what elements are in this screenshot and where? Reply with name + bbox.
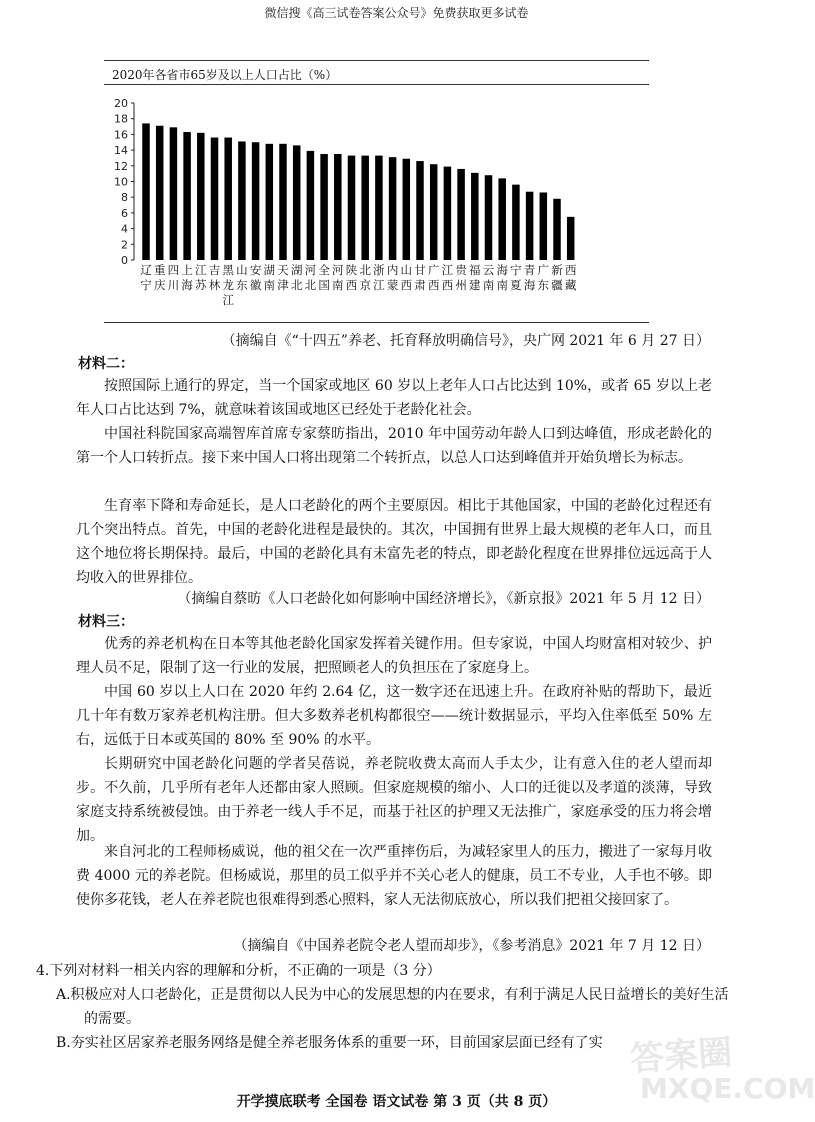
bar	[279, 144, 287, 260]
x-tick-label: 江	[195, 263, 207, 277]
material-3-para-2: 中国 60 岁以上人口在 2020 年约 2.64 亿，这一数字还在迅速上升。在政府补贴的帮助下，最近几十年有数万家养老机构注册。但大多数养老机构都很空——统计数据显示，平均入住率低至 50% 左右，远低于日本或英国的 80% 至 90% 的水平。	[76, 684, 712, 748]
x-tick-label: 山	[400, 263, 413, 277]
x-tick-label: 湖	[290, 263, 303, 277]
bar	[238, 141, 246, 260]
bar-chart	[104, 88, 649, 313]
x-tick-label: 贵	[455, 263, 467, 277]
bar	[252, 142, 260, 260]
x-tick-label: 福	[469, 263, 481, 277]
bar	[348, 156, 356, 260]
x-tick-label: 西	[441, 278, 454, 292]
x-tick-label: 安	[249, 263, 262, 277]
bar	[293, 145, 301, 260]
bar	[183, 132, 191, 260]
x-tick-label: 藏	[564, 278, 577, 292]
x-tick-label: 四	[167, 263, 180, 277]
x-tick-label: 山	[236, 263, 248, 277]
x-tick-label: 宁	[140, 278, 152, 292]
x-tick-label: 疆	[551, 278, 563, 292]
x-tick-label: 河	[332, 263, 344, 277]
x-tick-label: 夏	[510, 278, 522, 292]
x-tick-label: 天	[277, 263, 289, 277]
x-tick-label: 上	[181, 263, 193, 277]
y-tick-label: 18	[114, 112, 128, 126]
x-tick-label: 庆	[153, 278, 166, 292]
y-tick-label: 0	[121, 254, 128, 267]
x-tick-label: 河	[304, 263, 317, 277]
y-tick-label: 6	[121, 206, 128, 220]
y-tick-label: 20	[114, 97, 128, 110]
bar	[416, 161, 424, 260]
x-tick-label: 东	[236, 278, 248, 292]
y-tick-label: 10	[114, 175, 128, 189]
watermark-brand: 答案圈	[628, 1032, 734, 1080]
header-note: 微信搜《高三试卷答案公众号》免费获取更多试卷	[264, 6, 529, 20]
bar	[485, 175, 493, 260]
x-tick-label: 苏	[195, 278, 207, 292]
x-tick-label: 林	[208, 278, 221, 292]
watermark-site: MXQE.COM	[640, 1072, 815, 1105]
x-tick-label: 陕	[345, 263, 358, 277]
bar	[540, 192, 548, 260]
bar	[320, 154, 328, 260]
bar	[403, 159, 411, 260]
x-tick-label: 浙	[373, 263, 385, 277]
x-tick-label: 甘	[414, 263, 426, 277]
bar	[170, 127, 178, 260]
chart-bottom-rule	[104, 322, 649, 323]
x-tick-label: 重	[153, 263, 166, 277]
x-tick-label: 徽	[249, 278, 262, 292]
x-tick-label: 龙	[222, 278, 234, 292]
x-tick-label: 海	[496, 263, 508, 277]
x-tick-label: 黑	[222, 263, 234, 277]
bar	[334, 154, 342, 260]
x-tick-label: 西	[345, 278, 358, 292]
x-tick-label: 北	[359, 263, 371, 277]
y-tick-label: 12	[114, 159, 128, 173]
x-tick-label: 南	[263, 278, 276, 292]
x-tick-label: 宁	[510, 263, 522, 277]
bar	[361, 156, 369, 260]
question-4-option-a: A.积极应对人口老龄化，正是贯彻以人民为中心的发展思想的内在要求，有利于满足人民日益增长的美好生活的需要。	[56, 987, 729, 1027]
source-material-1: （摘编自《“十四五”养老、托育释放明确信号》，央广网 2021 年 6 月 27 日）	[221, 333, 710, 349]
x-tick-label: 青	[523, 263, 536, 277]
x-tick-label: 广	[427, 263, 440, 277]
x-tick-label: 肃	[414, 278, 426, 292]
x-tick-label: 津	[277, 278, 289, 292]
material-3-para-3: 长期研究中国老龄化问题的学者吴蓓说，养老院收费太高而人手太少，让有意入住的老人望而却步。不久前，几乎所有老年人还都由家人照顾。但家庭规模的缩小、人口的迁徙以及孝道的淡薄，导致家庭支持系统被侵蚀。由于养老一线人手不足，而基于社区的护理又无法推广，家庭承受的压力将会增加。	[76, 756, 712, 844]
x-tick-label: 海	[523, 278, 536, 292]
bar	[197, 133, 205, 260]
x-tick-label: 南	[332, 278, 344, 292]
bar	[567, 217, 575, 260]
x-tick-label: 新	[551, 263, 563, 277]
bar	[512, 185, 520, 260]
x-tick-label: 蒙	[386, 278, 399, 292]
bar	[266, 144, 274, 260]
bar	[526, 192, 534, 260]
x-tick-label: 广	[537, 263, 550, 277]
page-footer: 开学摸底联考 全国卷 语文试卷 第 3 页（共 8 页）	[236, 1094, 557, 1110]
y-tick-label: 16	[114, 128, 128, 142]
x-tick-label: 州	[455, 278, 467, 292]
x-tick-label: 西	[400, 278, 413, 292]
bar	[142, 123, 150, 260]
chart-title-rule	[104, 84, 649, 85]
x-tick-label: 江	[222, 293, 234, 307]
chart-top-rule	[104, 60, 649, 61]
x-tick-label: 内	[386, 263, 399, 277]
bar	[307, 151, 315, 260]
x-tick-label: 江	[441, 263, 454, 277]
x-tick-label: 江	[373, 278, 385, 292]
bar	[430, 164, 438, 260]
x-tick-label: 云	[482, 263, 495, 277]
x-tick-label: 南	[496, 278, 508, 292]
material-2-para-2: 中国社科院国家高端智库首席专家蔡昉指出，2010 年中国劳动年龄人口到达峰值，形成老龄化的第一个人口转折点。接下来中国人口将出现第二个转折点，以总人口达到峰值并开始负增长为标志。	[76, 426, 712, 466]
material-3-heading: 材料三：	[78, 614, 134, 630]
x-tick-label: 全	[318, 263, 330, 277]
material-3-para-1: 优秀的养老机构在日本等其他老龄化国家发挥着关键作用。但专家说，中国人均财富相对较少、护理人员不足，限制了这一行业的发展，把照顾老人的负担压在了家庭身上。	[76, 636, 712, 676]
material-2-para-3: 生育率下降和寿命延长，是人口老龄化的两个主要原因。相比于其他国家，中国的老龄化过程还有几个突出特点。首先，中国的老龄化进程是最快的。其次，中国拥有世界上最大规模的老年人口，而且这个地位将长期保持。最后，中国的老龄化具有未富先老的特点，即老龄化程度在世界排位远远高于人均收入的世界排位。	[76, 498, 712, 586]
x-tick-label: 西	[564, 263, 577, 277]
material-2-para-1: 按照国际上通行的界定，当一个国家或地区 60 岁以上老年人口占比达到 10%，或者 65 岁以上老年人口占比达到 7%，就意味着该国或地区已经处于老龄化社会。	[76, 378, 712, 418]
source-material-3: （摘编自《中国养老院令老人望而却步》，《参考消息》2021 年 7 月 12 日）	[233, 938, 710, 954]
bar	[375, 156, 383, 260]
y-tick-label: 14	[114, 144, 128, 158]
x-tick-label: 吉	[208, 263, 221, 277]
bar	[471, 173, 479, 260]
x-tick-label: 川	[167, 278, 180, 292]
material-2-heading: 材料二：	[78, 356, 134, 372]
x-tick-label: 东	[537, 278, 550, 292]
x-tick-label: 辽	[140, 263, 152, 277]
bar	[389, 157, 397, 260]
source-material-2: （摘编自蔡昉《人口老龄化如何影响中国经济增长》，《新京报》2021 年 5 月 12 日）	[177, 591, 710, 607]
bar	[444, 167, 452, 260]
bar	[498, 178, 506, 260]
x-tick-label: 建	[469, 278, 481, 292]
bar	[156, 126, 164, 260]
question-4-option-b: B.夯实社区居家养老服务网络是健全养老服务体系的重要一环，目前国家层面已经有了实	[56, 1035, 603, 1051]
y-tick-label: 8	[121, 191, 128, 205]
x-tick-label: 北	[304, 278, 317, 292]
x-tick-label: 西	[427, 278, 440, 292]
bar	[457, 169, 465, 260]
y-tick-label: 2	[121, 238, 128, 252]
x-tick-label: 国	[318, 278, 330, 292]
bar	[211, 138, 219, 260]
material-3-para-4: 来自河北的工程师杨威说，他的祖父在一次严重摔伤后，为减轻家里人的压力，搬进了一家每月收费 4000 元的养老院。但杨威说，那里的员工似乎并不关心老人的健康，员工不专业，人手也不够。即使你多花钱，老人在养老院也很难得到悉心照料，家人无法彻底放心，所以我们把祖父接回家了。	[76, 844, 712, 908]
x-tick-label: 北	[290, 278, 303, 292]
bar	[224, 138, 232, 260]
bar	[553, 199, 561, 260]
chart-title: 2020年各省市65岁及以上人口占比（%）	[112, 68, 338, 82]
x-tick-label: 京	[359, 278, 371, 292]
question-4-stem: 4.下列对材料一相关内容的理解和分析，不正确的一项是（3 分）	[36, 963, 441, 979]
x-tick-label: 海	[181, 278, 193, 292]
x-tick-label: 南	[482, 278, 495, 292]
y-tick-label: 4	[121, 222, 128, 236]
x-tick-label: 湖	[263, 263, 276, 277]
